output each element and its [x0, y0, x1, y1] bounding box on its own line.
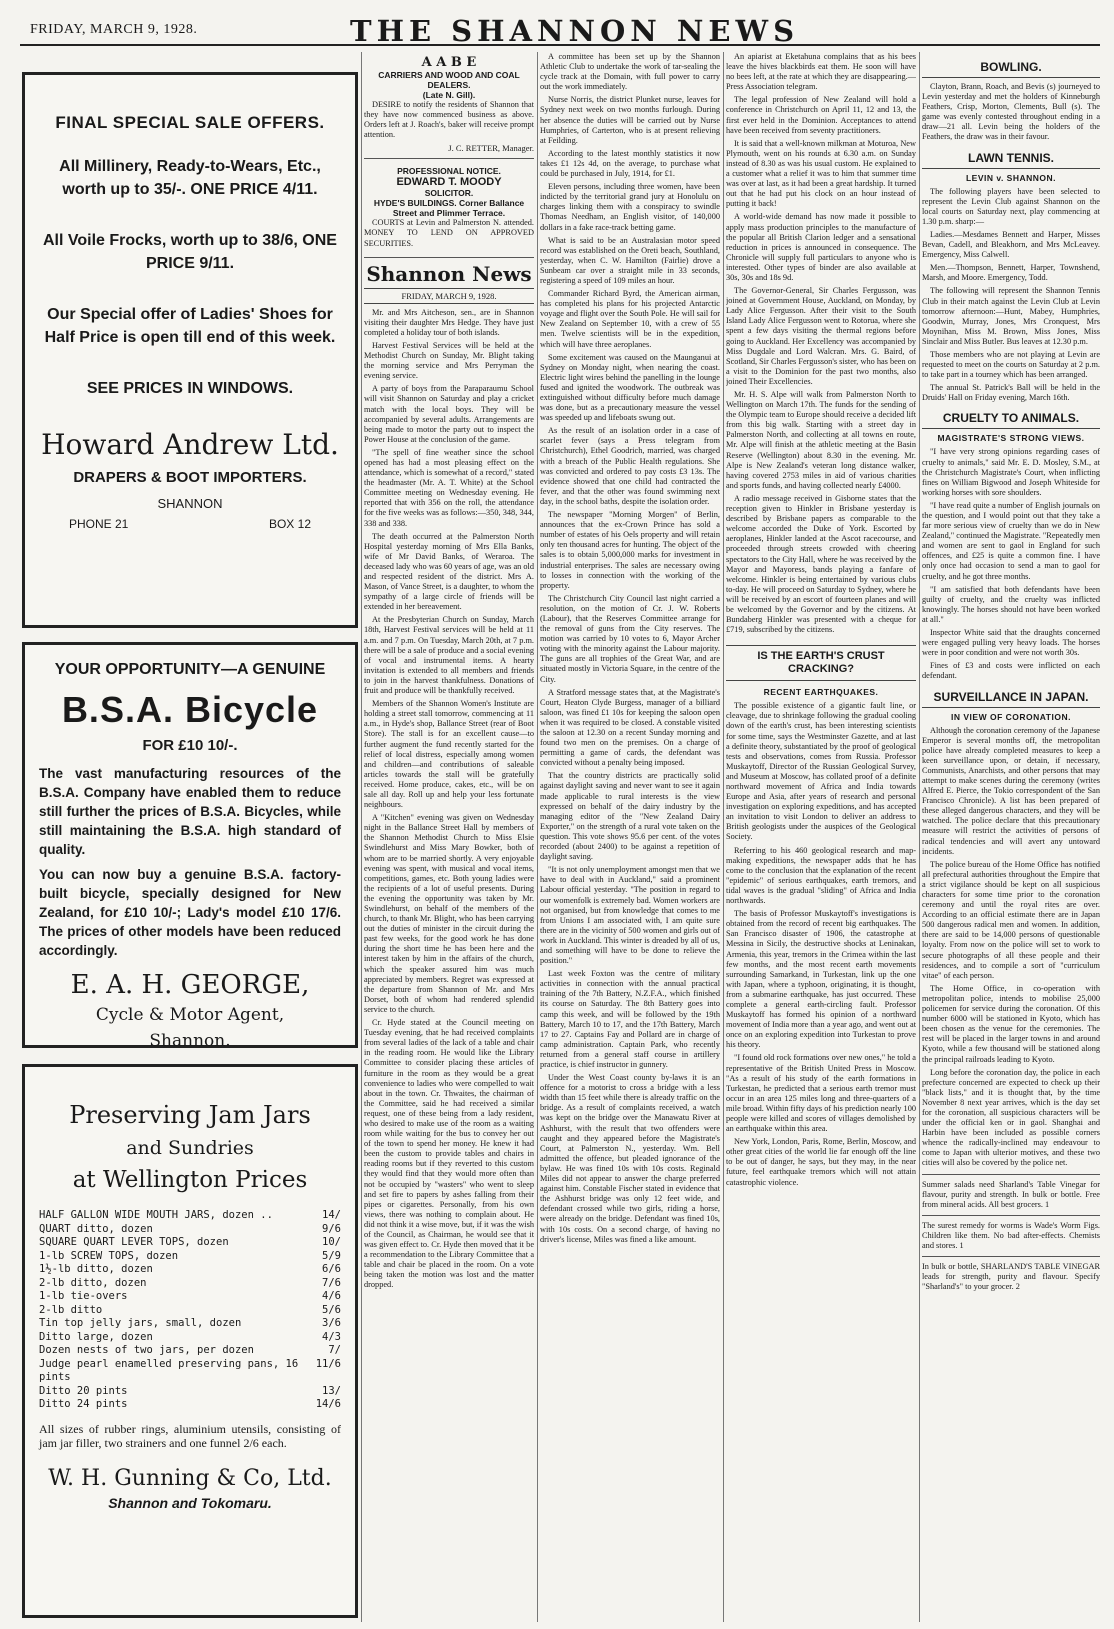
bicycle-dealer-role: Cycle & Motor Agent,: [95, 1005, 285, 1025]
price-row: [39, 1344, 341, 1358]
carriers-signature: J. C. RETTER, Manager.: [448, 143, 534, 154]
sale-firm-town: SHANNON: [157, 496, 223, 511]
news-paragraph: An apiarist at Eketahuna complains that as his bees leave the hives blackbirds eat them. He soon will have no bees left, at the rate at which they are disappearing.—Press Association telegram.: [726, 52, 916, 92]
price-item: 1½-lb ditto, dozen: [39, 1263, 153, 1275]
news-paragraph: Nurse Norris, the district Plunket nurse, leaves for Sydney next week on two months furlough. During her absence the duties will be carried out by Nurse Humphries, of Carterton, who is at present relieving at Feilding.: [540, 95, 720, 145]
news-paragraph: "I have very strong opinions regarding cases of cruelty to animals," said Mr. E. D. Mosley, S.M., at the Christchurch Magistrate's Court, when inflicting fines on William Bigwood and Joseph Whiteside for working horses with sore shoulders.: [922, 447, 1100, 497]
price-value: 4/6: [322, 1290, 341, 1302]
tennis-subheading: LEVIN v. SHANNON.: [965, 172, 1057, 183]
column-rule: [919, 52, 920, 1622]
advertisements-column: [22, 52, 358, 1622]
news-paragraph: The death occurred at the Palmerston North Hospital yesterday morning of Mrs Ella Banks, wife of Mr David Banks, of Weraroa. The deceased lady who was 60 years of age, was an old and respected resident of the district. Mrs A. Mason, of Vance Street, is a daughter, to whom the sympathy of a large circle of friends will be extended in her bereavement.: [364, 531, 534, 612]
japan-subheading: IN VIEW OF CORONATION.: [951, 711, 1071, 722]
news-paragraph: Fines of £3 and costs were inflicted on each defendant.: [922, 661, 1100, 681]
news-paragraph: A "Kitchen" evening was given on Wednesday night in the Ballance Street Hall by members of the Shannon Methodist Church to Miss Elsie Swindlehurst and Miss Mary Bowker, both of whom are to be married shortly. A very enjoyable evening was spent, with musical and vocal items, competitions, games, etc. Both young ladies were the recipients of a lot of useful presents. During the evening the opportunity was taken by Mr. Swindlehurst, on behalf of the members of the church, to thank Mr. Blight, who has been carrying out the duties of minister in the circuit during the past few weeks, for the good work he has done during the short time he has been here and the interest taken by him in the affairs of the church, which the speaker assured him was much appreciated by members. Regret was expressed at the departure from Shannon of Mr. and Mrs Dorset, both of whom had rendered splendid service to the church.: [364, 813, 534, 1014]
news-column-2: [364, 52, 534, 1622]
price-value: 7/: [328, 1344, 341, 1356]
news-paragraph: A party of boys from the Paraparaumu School will visit Shannon on Saturday and play a cricket match with the local boys. They will be accompanied by several adults. Arrangements are being made to motor the party out to inspect the Power House at the conclusion of the game.: [364, 384, 534, 444]
solicitor-body: COURTS at Levin and Palmerston N. attended. MONEY TO LEND ON APPROVED SECURITIES.: [364, 218, 534, 248]
news-paragraph: A committee has been set up by the Shannon Athletic Club to undertake the work of tar-sealing the cycle track at the Domain, with full power to carry out the work immediately.: [540, 52, 720, 92]
news-paragraph: The Christchurch City Council last night carried a resolution, on the motion of Cr. J. W. Roberts (Labour), that the Reserves Committee arrange for the removal of guns from the City reserves. The motion was carried by 10 votes to 6, Mayor Archer voting with the minority against the Labour majority. The guns are all trophies of the Great War, and are situated mostly in Victoria Square, in the centre of the City.: [540, 593, 720, 684]
price-row: [39, 1250, 341, 1264]
bicycle-headline: YOUR OPPORTUNITY—A GENUINE: [54, 661, 326, 678]
news-paragraph: The legal profession of New Zealand will hold a conference in Christchurch on April 11, 12 and 13, the first ever held in the Dominion. Acceptances to attend have been received from seventy practitioners.: [726, 95, 916, 135]
sale-title: FINAL SPECIAL SALE OFFERS.: [55, 113, 325, 132]
price-value: 11/6: [315, 1357, 341, 1370]
japan-heading: SURVEILLANCE IN JAPAN.: [922, 690, 1100, 708]
price-row: [39, 1209, 341, 1223]
jam-headline: Preserving Jam Jars: [69, 1101, 311, 1129]
news-paragraph: The newspaper "Morning Morgen" of Berlin, announces that the ex-Crown Prince has sold a number of estates of his Oels property and will retain only ten thousand acres for hunting. The object of the sales is to obtain 5,000,000 marks for investment in industrial enterprises. The sales are necessary owing to losses in connection with the working of the property.: [540, 510, 720, 590]
news-paragraph: "It is not only unemployment amongst men that we have to deal with in Auckland," said a prominent Labour official yesterday. "The position in regard to our womenfolk is extremely bad. Women workers are not organised, but from knowledge that comes to me from Unions I am associated with, I am quite sure there are in the vicinity of 500 women and girls out of work in Auckland. This winter is dreaded by all of us, and something will have to be done to relieve the position.": [540, 865, 720, 966]
news-paragraph: Men.—Thompson, Bennett, Harper, Townshend, Marsh, and Moore. Emergency, Todd.: [922, 263, 1100, 283]
shopping-notice: The surest remedy for worms is Wade's Worm Figs. Children like them. No bad after-effects. Chemists and stores. 1: [922, 1215, 1100, 1251]
news-paragraph: A world-wide demand has now made it possible to apply mass production principles to the manufacture of the popular all British Clarion ledger and a sensational reduction in prices is announced in consequence. The Chronicle will supply full particulars to anyone who is interested. Other types of binder are also available at 30s, 30s and 18s 9d.: [726, 212, 916, 282]
price-value: 14/: [322, 1209, 341, 1221]
news-paragraph: Long before the coronation day, the police in each prefecture concerned are expected to check up their "black lists," and it is thought that, by the time November 8 next year arrives, which is the day set for the coronation, all suspicious characters will be under the official ken or in gaol. Shanghai and Harbin have been included as possible corners whence the radically-inclined may endeavour to come to Japan with ulterior motives, and these two cities will also be covered by the police net.: [922, 1067, 1100, 1168]
news-paragraph: A radio message received in Gisborne states that the reception given to Hinkler in Brisbane yesterday is described by Brisbane papers as comparable to the welcome accorded the Duke of York. Escorted by aeroplanes, Hinkler landed at the Ascot racecourse, and proceeded through streets crowded with cheering spectators to the City Hall, where he was received by the Mayor and Mayoress, bands playing a fanfare of welcome. Hinkler is being entertained by various clubs to-day. He will proceed on Saturday to Sydney, where he will be received by an escort of fourteen planes and will be welcomed by the Governor and by the citizens. At Bundaberg Hinkler was presented with a cheque for £719, subscribed by the citizens.: [726, 493, 916, 635]
news-paragraph: Inspector White said that the draughts concerned were engaged pulling very heavy loads. The horses were in poor condition and were not worth 30s.: [922, 628, 1100, 658]
price-value: 9/6: [322, 1222, 341, 1235]
bicycle-dealer: E. A. H. GEORGE,: [70, 970, 310, 1000]
news-paragraph: Members of the Shannon Women's Institute are holding a street stall tomorrow, commencing at 11 a.m., in Hyde's shop, Ballance Street (rear of Boot Store). The stall is for an excellent cause—to further augment the fund recently started for the relief of local distress, especially among women and children—and contributions of saleable articles towards the stall will be gratefully received. Home produce, cakes, etc., will be on sale all day. Roll up and help your less fortunate neighbours.: [364, 699, 534, 810]
price-value: 3/6: [322, 1317, 341, 1329]
news-column-4: [726, 52, 916, 1622]
price-item: 1-lb SCREW TOPS, dozen: [39, 1249, 179, 1262]
price-value: 13/: [322, 1384, 341, 1397]
price-row: [39, 1358, 341, 1385]
sale-offer-millinery: All Millinery, Ready-to-Wears, Etc., worth up to 35/-. ONE PRICE 4/11.: [59, 158, 321, 198]
price-item: Ditto large, dozen: [39, 1330, 153, 1343]
price-row: [39, 1304, 341, 1318]
bicycle-body: [39, 764, 341, 960]
price-value: 6/6: [322, 1263, 341, 1275]
bicycle-paragraph: The vast manufacturing resources of the B.S.A. Company have enabled them to reduce still further the prices of B.S.A. Bicycles, while still maintaining the B.S.A. high standard of quality.: [39, 766, 341, 857]
jam-jars-advertisement: [22, 1064, 358, 1618]
news-paragraph: "I found old rock formations over new ones," he told a representative of the British United Press in Moscow. "As a result of his study of the earth formations in Turkestan, he predicted that a serious earth tremor must occur in an area 125 miles long and three-quarters of a mile broad. Within fifty days of his prediction nearly 100 people were killed and scores of villages demolished by an earthquake within this area.: [726, 1053, 916, 1134]
news-paragraph: Clayton, Brann, Roach, and Bevis (s) journeyed to Levin yesterday and met the holders of Kinneburgh Feathers, Crisp, Morton, Clements, Bull (s). The game was evenly contested throughout ending in a draw—21 all. Levin being the holders of the Feathers, the draw was in their favour.: [922, 82, 1100, 142]
price-item: Dozen nests of two jars, per dozen: [39, 1344, 254, 1356]
bicycle-advertisement: [22, 642, 358, 1051]
bowling-heading: BOWLING.: [922, 60, 1100, 78]
sale-see-prices: SEE PRICES IN WINDOWS.: [86, 380, 294, 397]
editorial-date: FRIDAY, MARCH 9, 1928.: [364, 288, 534, 304]
news-paragraph: According to the latest monthly statistics it now takes £1 12s 4d, on the average, to purchase what could be purchased in July, 1914, for £1.: [540, 148, 720, 179]
news-paragraph: The annual St. Patrick's Ball will be held in the Druids' Hall on Friday evening, March 16th.: [922, 383, 1100, 403]
news-paragraph: Those members who are not playing at Levin are requested to meet on the courts on Saturday at 2 p.m. to take part in a tourney which has been arranged.: [922, 349, 1100, 380]
news-paragraph: "I am satisfied that both defendants have been guilty of cruelty, and the cruelty was inflicted knowingly. The horses should not have been worked at all.": [922, 584, 1100, 624]
news-paragraph: At the Presbyterian Church on Sunday, March 18th, Harvest Festival services will be held at 11 a.m. and 7 p.m. On Tuesday, March 20th, at 7 p.m. there will be a sale of produce and a social evening of vocal and instrumental items. A hearty invitation is extended to all members and friends to join in the harvest thankfulness. Donations of fruit and produce will be thankfully received.: [364, 615, 534, 696]
news-paragraph: New York, London, Paris, Rome, Berlin, Moscow, and other great cities of the world lie far enough off the line to be out of danger, he says, but they may, in the near future, feel earthquake tremors which will not attain catastrophic violence.: [726, 1137, 916, 1187]
solicitor-address: HYDE'S BUILDINGS. Corner Ballance Street and Plimmer Terrace.: [373, 198, 525, 219]
news-column-3: [540, 52, 720, 1622]
price-item: Judge pearl enamelled preserving pans, 16 pints: [39, 1357, 299, 1383]
jam-price-list: [39, 1209, 341, 1412]
sale-firm-name: Howard Andrew Ltd.: [41, 428, 339, 461]
bicycle-dealer-town: Shannon.: [149, 1031, 231, 1051]
sale-offer-frocks: All Voile Frocks, worth up to 38/6, ONE PRICE 9/11.: [43, 232, 337, 272]
news-paragraph: Commander Richard Byrd, the American airman, has completed his plans for his projected Antarctic voyage and flight over the South Pole. He will sail for New Zealand on September 10, with a crew of 55 men. Twelve scientists will be in the expedition, which will have three aeroplanes.: [540, 289, 720, 349]
price-row: [39, 1331, 341, 1345]
carriers-trade: CARRIERS AND WOOD AND COAL DEALERS.: [378, 70, 520, 90]
news-paragraph: Harvest Festival Services will be held at the Methodist Church on Sunday, Mr. Blight taking the morning service and Mrs Perryman the evening service.: [364, 340, 534, 381]
sale-phone: PHONE 21: [69, 517, 129, 531]
price-item: 1-lb tie-overs: [39, 1290, 128, 1302]
news-paragraph: Eleven persons, including three women, have been indicted by the territorial grand jury at Honolulu on charges linking them with a conspiracy to swindle Thomas Needham, an English visitor, of 140,000 dollars in a fake race-track betting game.: [540, 182, 720, 232]
newspaper-title: THE SHANNON NEWS: [350, 14, 800, 48]
price-item: 2-lb ditto, dozen: [39, 1276, 147, 1289]
price-value: 10/: [322, 1236, 341, 1248]
news-paragraph: Referring to his 460 geological research and map-making expeditions, the newspaper adds that he has come to the conclusion that the explanation of the recent "epidemic" of serious earthquakes, earth tremors, and tidal waves is the gradual "sliding" of Africa and India northwards.: [726, 845, 916, 906]
news-paragraph: It is said that a well-known milkman at Moturoa, New Plymouth, went on his rounds at 6.30 a.m. on Sunday instead of 8.30 as was his usual custom. He explained to a customer what a relief it was to him that summer time was over at last, as it had been a great hardship. It turned out that he had put his clock on an hour instead of putting it back!: [726, 138, 916, 209]
column-rule: [537, 52, 538, 1622]
cruelty-heading: CRUELTY TO ANIMALS.: [922, 411, 1100, 429]
bicycle-price: FOR £10 10/-.: [142, 737, 238, 754]
news-paragraph: Mr. H. S. Alpe will walk from Palmerston North to Wellington on March 17th. The funds for the sending of the Olympic team to Europe should receive a decided lift from this big walk. Starting with a street day in Palmerston North, and collecting at all towns en route, Mr. Alpe will finish at the athletic meeting at the Basin Reserve (Wellington) about 8.30 in the evening. Mr. Alpe is New Zealand's veteran long distance walker, having covered 2753 miles in aid of various charities and sports funds, and having collected nearly £4000.: [726, 390, 916, 490]
news-paragraph: The possible existence of a gigantic fault line, or cleavage, due to shrinkage following the gradual cooling down of the earth's crust, has been interesting scientists for some time, says the Westminster Gazette, and at last a definite theory, substantiated by the proof of geological tests and observations, comes from Russia. Professor Muskaytoff, Director of the Russian Geological Survey, and Museum at Moscow, has collated proof of a definite northward movement of Africa and India towards Europe and Asia, after years of research and personal investigation on exploring expeditions, and has accepted an invitation to visit London to deliver an address to British geologists under the auspices of the Geological Society.: [726, 701, 916, 842]
price-value: 5/6: [322, 1303, 341, 1316]
price-item: 2-lb ditto: [39, 1303, 103, 1316]
news-paragraph: What is said to be an Australasian motor speed record was established on the Oreti beach, Southland, yesterday, when C. W. Hamilton (Fairlie) drove a Sunbeam car over a straight mile in 33 seconds, registering a speed of 109 miles an hour.: [540, 235, 720, 285]
news-paragraph: As the result of an isolation order in a case of scarlet fever (says a Press telegram from Christchurch), Ethel Goodrich, married, was charged with a breach of the Public Health regulations. She was convicted and ordered to pay costs £3 13s. The evidence showed that one child had contracted the fever, and that the other was found swimming next day, in the school baths, despite the isolation order.: [540, 426, 720, 506]
price-value: 7/6: [322, 1276, 341, 1289]
cruelty-subheading: MAGISTRATE'S STRONG VIEWS.: [937, 433, 1085, 444]
sale-box: BOX 12: [268, 517, 311, 531]
carriers-late: (Late N. Gill).: [422, 90, 476, 100]
sale-firm-trade: DRAPERS & BOOT IMPORTERS.: [73, 469, 307, 486]
news-paragraph: The basis of Professor Muskaytoff's investigations is obtained from the record of recent big earthquakes. The San Francisco disaster of 1906, the catastrophe at Messina in Sicily, the destructive shocks at Leninakan, Armenia, this year, tremors in the Crimea within the last few months, and the most recent earth movements surrounding Samarkand, in Turkestan, link up the one with Japan, where a typhoon, originating, it is thought, from a submarine earthquake, has just occurred. These complete a general earth-circling fault. Professor Muskaytoff has formed his opinion of a northward movement of India more than a year ago, and went out at once on an exploring expedition into Turkestan to prove his theory.: [726, 909, 916, 1050]
price-row: [39, 1385, 341, 1399]
carriers-body: DESIRE to notify the residents of Shannon that they have now commenced business as above. Orders left at J. Roach's, baker will receive prompt attention.: [364, 100, 534, 140]
price-item: Ditto 24 pints: [39, 1398, 128, 1410]
price-item: Tin top jelly jars, small, dozen: [39, 1317, 242, 1329]
news-paragraph: The Home Office, in co-operation with metropolitan police, intends to mobilise 25,000 policemen for service during the coronation. Of this number 6000 will be stationed in Kyoto, which has been chosen as the venue for the ceremonies. The rest will be placed in the larger towns in and around Kyoto, while a few thousand will be stationed along the principal railroads leading to Kyoto.: [922, 983, 1100, 1064]
shopping-notice: Summer salads need Sharland's Table Vinegar for flavour, purity and strength. In bulk or bottle. Free from mineral acids. All best grocers. 1: [922, 1174, 1100, 1210]
news-paragraph: "I have read quite a number of English journals on the question, and I would point out that they take a far more serious view of cruelty than we do in New Zealand," continued the Magistrate. "Repeatedly men and women are sent to gaol in England for such offences, and £25 is quite a common fine. I have only once had occasion to send a man to gaol for cruelty, and he got three months.: [922, 500, 1100, 581]
shopping-notice: In bulk or bottle, SHARLAND'S TABLE VINEGAR leads for strength, purity and flavour. Specify "Sharland's" to your grocer. 2: [922, 1256, 1100, 1292]
news-paragraph: That the country districts are practically solid against daylight saving and never want to see it again made applicable to rural interests is the view expressed on behalf of the dairy industry by the managing editor of the "New Zealand Dairy Exporter," on the strength of a rural vote taken on the question. This vote shows 95.6 per cent. of the votes recorded (about 2400) to be against a repetition of daylight saving.: [540, 771, 720, 862]
bicycle-paragraph: You can now buy a genuine B.S.A. factory-built bicycle, specially designed for New Zealand, for £10 10/-; Lady's model £10 17/6. The prices of other models have been reduced accordingly.: [39, 867, 341, 958]
price-row: [39, 1223, 341, 1237]
carriers-notice: [364, 52, 534, 159]
price-row: [39, 1317, 341, 1331]
jam-note: All sizes of rubber rings, aluminium utensils, consisting of jam jar filler, two strainers and one funnel 2/6 each.: [39, 1421, 341, 1450]
price-item: SQUARE QUART LEVER TOPS, dozen: [39, 1236, 229, 1248]
tennis-heading: LAWN TENNIS.: [922, 151, 1100, 169]
price-row: [39, 1263, 341, 1277]
price-value: 4/3: [322, 1330, 341, 1343]
price-row: [39, 1398, 341, 1412]
carriers-name: A A B E: [421, 55, 477, 70]
price-row: [39, 1290, 341, 1304]
news-paragraph: A Stratford message states that, at the Magistrate's Court, Heaton Clyde Burgess, manager of a billiard saloon, was fined £1 10s for keeping the saloon open when it was required to be closed. A constable visited the saloon at 12.30 on a recent Sunday morning and found two men on the premises. On a charge of permitting a game of cards, the defendant was convicted without a penalty being imposed.: [540, 687, 720, 768]
column-rule: [723, 52, 724, 1622]
news-paragraph: The following will represent the Shannon Tennis Club in their match against the Levin Club at Levin tomorrow afternoon:—Hunt, Mabey, Humphries, Goodwin, Murray, Jones, Mrs Cronquest, Mrs Moynihan, Miss M. Brown, Miss Jones, Miss Sinclair and Miss Butler. Bus leaves at 12.30 p.m.: [922, 286, 1100, 346]
news-paragraph: "The spell of fine weather since the school opened has had a most pleasing effect on the attendance, which is somewhat of a record," stated the headmaster (Mr. A. T. White) at the School Committee meeting on Wednesday evening. He reported that with 356 on the roll, the attendance for the five weeks was as follows:—350, 348, 344, 338 and 338.: [364, 447, 534, 528]
news-paragraph: Mr. and Mrs Aitcheson, sen., are in Shannon visiting their daughter Mrs Hedge. They have just completed a holiday tour of both islands.: [364, 307, 534, 337]
sale-advertisement: [22, 72, 358, 628]
price-value: 14/6: [315, 1398, 341, 1410]
price-item: Ditto 20 pints: [39, 1384, 128, 1397]
issue-date: FRIDAY, MARCH 9, 1928.: [30, 22, 198, 37]
professional-heading: PROFESSIONAL NOTICE.: [397, 166, 501, 177]
editorial-masthead: Shannon News: [366, 261, 532, 286]
price-value: 5/9: [322, 1249, 341, 1262]
news-column-5: [922, 52, 1100, 1622]
price-item: HALF GALLON WIDE MOUTH JARS, dozen ..: [39, 1209, 273, 1221]
earthquake-article-subheading: RECENT EARTHQUAKES.: [763, 687, 879, 698]
bicycle-brand: B.S.A. Bicycle: [61, 689, 319, 730]
price-item: QUART ditto, dozen: [39, 1222, 153, 1235]
jam-subheadline: and Sundries: [126, 1137, 254, 1159]
news-paragraph: Last week Foxton was the centre of military activities in connection with the annual practical training of the 7th Battery, N.Z.F.A., which finished its course on Saturday. The 8th Battery goes into camp this week, and will be followed by the 19th Battery, March 10 to 17, and the 17th Battery, March 17 to 27. Captains Fay and Pollard are in charge of camp administration. Captain Park, who recently returned from a general staff course in artillery practice, is chief instructor in gunnery.: [540, 969, 720, 1069]
news-paragraph: Ladies.—Mesdames Bennett and Harper, Misses Bevan, Cadell, and Bleakhorn, and Mrs McLeavey. Emergency, Miss Calwell.: [922, 229, 1100, 260]
sale-contact: [39, 517, 341, 531]
news-paragraph: Some excitement was caused on the Maunganui at Sydney on Monday night, when nearing the coast. Electric light wires behind the panelling in the lounge fused and ignited the woodwork. The outbreak was extinguished without difficulty before much damage was done, but as a precautionary measure the vessel was speeded up and lifeboats swung out.: [540, 352, 720, 423]
news-paragraph: Under the West Coast county by-laws it is an offence for a motorist to cross a bridge with a less width than 15 feet while there is already traffic on the bridge. As a result of complaints received, a watch was kept on the bridge over the Manawatu River at Ashhurst, with the result that two offenders were caught and they appeared before the Magistrate's Court, at Palmerston N., yesterday. Wm. Bell admitted the offence, but pleaded ignorance of the bylaw. He was fined 10s with 10s costs. Reginald Miles did not appear to answer the charge preferred against him. Constable Fischer stated in evidence that the Ashhurst bridge was only 12 feet wide, and defendant crossed while two girls, riding a horse, were already on the bridge. Defendant was fined 10s, with 10s costs. On a second charge, of having no driver's license, Miles was fined a like amount.: [540, 1073, 720, 1244]
professional-notice: [364, 163, 534, 257]
masthead: [20, 10, 1100, 46]
sale-offer-shoes: Our Special offer of Ladies' Shoes for Half Price is open till end of this week.: [44, 306, 336, 346]
solicitor-name: EDWARD T. MOODY: [396, 176, 502, 189]
news-paragraph: The police bureau of the Home Office has notified all prefectural authorities throughout the Empire that a strict vigilance should be kept on all suspicious characters for some time prior to the coronation ceremony and until the royal rites are over. According to an official estimate there are in Japan 500 dangerous radical men and women. In addition, there are said to be 14,000 persons of questionable loyalty. From now on the police will set to work to secure photographs of all these people and their residences, and to compile a sort of "curriculum vitae" of each person.: [922, 859, 1100, 980]
news-paragraph: Cr. Hyde stated at the Council meeting on Tuesday evening, that he had received complaints from several ladies of the lack of a table and chair in the reading room. He would like the Library Committee to consider placing these articles of furniture in the room as they would be a great convenience to ladies who were compelled to wait about in the town. Cr. Thwaites, the chairman of the Committee, said he had received a similar request, one of these being from a lady resident, who desired to make use of the room as a waiting room while waiting for the bus to convey her out of the town to spend her money. He knew it had been the custom to provide tables and chairs in reading rooms but if they reverted to this custom they would find that they would more often than not be occupied by "wasters" who went to sleep and set fire to papers by ashes falling from their pipes or cigarettes. Personally, from his own views, there was nothing to complain about. He did not think it a wise move, but, if it was the wish of the Council, as Chairman, he would see that it was given effect to. Cr. Hyde then moved that it be a recommendation to the Library Committee that a table and chair be placed in the room. On a vote being taken the motion was lost and the matter dropped.: [364, 1018, 534, 1290]
column-rule: [361, 52, 362, 1622]
price-row: [39, 1277, 341, 1291]
jam-tagline: at Wellington Prices: [72, 1167, 308, 1193]
jam-firm-towns: Shannon and Tokomaru.: [108, 1494, 272, 1511]
jam-firm-name: W. H. Gunning & Co, Ltd.: [48, 1465, 332, 1491]
news-paragraph: The following players have been selected to represent the Levin Club against Shannon on the local courts on Saturday next, play commencing at 1.30 p.m. sharp:—: [922, 186, 1100, 226]
news-paragraph: The Governor-General, Sir Charles Fergusson, was joined at Government House, Auckland, on Monday, by Lady Alice Fergusson. After their visit to the South Island Lady Alice Fergusson went to Rotorua, where she spent a few days visiting the thermal regions before going to Auckland. Her Excellency was accompanied by Miss Dugdale and Lord Walcran. Mrs. G. Baird, of Scotland, Sir Charles Fergusson's sister, who has been on a visit to the Dominion for the past two months, also joined Their Excellencies.: [726, 286, 916, 386]
solicitor-role: SOLICITOR.: [424, 188, 474, 199]
news-paragraph: Although the coronation ceremony of the Japanese Emperor is several months off, the metropolitan police have already completed measures to keep a keen surveillance upon, or detain, if necessary, Communists, Anarchists, and other persons that may attempt to make scenes during the ceremony (writes Alfred E. Pierce, the Tokio correspondent of the San Francisco Chronicle). A list has been prepared of these alleged dangerous characters, and they will be watched. The police declare that this precautionary measure will restrict the activities of persons of radical tendencies and will avert any untoward incidents.: [922, 725, 1100, 856]
price-row: [39, 1236, 341, 1250]
earthquake-article-heading: IS THE EARTH'S CRUST CRACKING?: [726, 645, 916, 681]
